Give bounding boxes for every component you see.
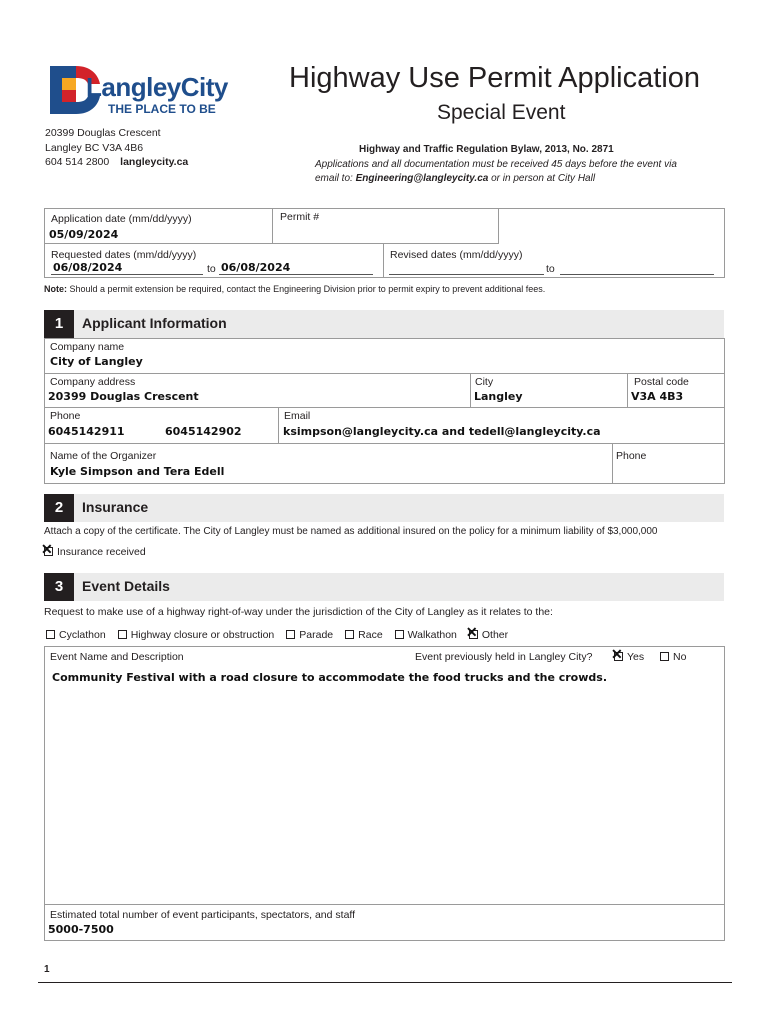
- section-3-number: 3: [44, 573, 74, 601]
- city-address-line1: 20399 Douglas Crescent: [45, 127, 161, 139]
- highway-closure-checkbox[interactable]: [118, 630, 127, 639]
- revised-dates-label: Revised dates (mm/dd/yyyy): [390, 249, 523, 261]
- company-name-field[interactable]: City of Langley: [50, 355, 143, 368]
- event-details-box: [44, 646, 725, 941]
- email-field[interactable]: ksimpson@langleycity.ca and tedell@langleycity.ca: [283, 425, 601, 438]
- event-type-highway-closure[interactable]: Highway closure or obstruction: [118, 629, 275, 641]
- event-type-walkathon[interactable]: Walkathon: [395, 629, 457, 641]
- company-address-label: Company address: [50, 376, 136, 388]
- section-1-header: [44, 310, 724, 338]
- cyclathon-checkbox[interactable]: [46, 630, 55, 639]
- race-checkbox[interactable]: [345, 630, 354, 639]
- revised-to-word: to: [546, 263, 555, 275]
- postal-code-field[interactable]: V3A 4B3: [631, 390, 684, 403]
- phone-field-2[interactable]: 6045142902: [165, 425, 242, 438]
- event-type-options: [46, 625, 520, 643]
- previously-held-no[interactable]: No: [660, 651, 686, 663]
- highway-request-text: Request to make use of a highway right-of-way under the jurisdiction of the City of Langley as it relates to the:: [44, 606, 553, 618]
- submission-instructions: Applications and all documentation must be received 45 days before the event via email to: Engineering@langleycity.ca or in person at City Hall: [315, 159, 677, 184]
- form-title: Highway Use Permit Application: [289, 62, 701, 94]
- event-name-label: Event Name and Description: [50, 651, 184, 663]
- requested-dates-label: Requested dates (mm/dd/yyyy): [51, 249, 197, 261]
- city-phone: 604 514 2800: [45, 156, 110, 168]
- event-type-cyclathon[interactable]: Cyclathon: [46, 629, 106, 641]
- organizer-label: Name of the Organizer: [50, 450, 157, 462]
- city-label: City: [475, 376, 494, 388]
- city-address-line2: Langley BC V3A 4B6: [45, 142, 144, 154]
- city-field[interactable]: Langley: [474, 390, 523, 403]
- section-3-title: Event Details: [82, 578, 170, 594]
- page-number: 1: [44, 964, 50, 975]
- requested-to-word: to: [207, 263, 216, 275]
- city-logo: [46, 62, 236, 118]
- insurance-instructions: Attach a copy of the certificate. The City of Langley must be named as additional insured on the policy for a minimum liability of $3,000,000: [44, 526, 658, 537]
- company-name-label: Company name: [50, 341, 125, 353]
- section-1-number: 1: [44, 310, 74, 338]
- previously-held-yes-checkbox[interactable]: [614, 652, 623, 661]
- section-2-header: [44, 494, 724, 522]
- extension-note: Note: Should a permit extension be required, contact the Engineering Division prior to permit expiry to prevent additional fees.: [44, 284, 546, 294]
- previously-held-yes[interactable]: ✕ Yes: [614, 651, 644, 663]
- phone-field-1[interactable]: 6045142911: [48, 425, 125, 438]
- permit-number-label: Permit #: [280, 211, 320, 223]
- previously-held-no-checkbox[interactable]: [660, 652, 669, 661]
- walkathon-checkbox[interactable]: [395, 630, 404, 639]
- event-description-field[interactable]: Community Festival with a road closure to accommodate the food trucks and the crowds.: [52, 671, 608, 684]
- participants-label: Estimated total number of event participants, spectators, and staff: [50, 909, 356, 921]
- requested-from-field[interactable]: 06/08/2024: [53, 261, 123, 274]
- parade-checkbox[interactable]: [286, 630, 295, 639]
- insurance-received-label: Insurance received: [57, 546, 146, 558]
- section-3-header: [44, 573, 724, 601]
- phone-label: Phone: [50, 410, 81, 422]
- engineering-email-link[interactable]: Engineering@langleycity.ca: [355, 173, 489, 184]
- footer-rule: [38, 982, 732, 983]
- company-address-field[interactable]: 20399 Douglas Crescent: [48, 390, 199, 403]
- applicant-box: [44, 338, 725, 484]
- previously-held-label: Event previously held in Langley City?: [415, 651, 593, 663]
- logo-wordmark: LangleyCity: [86, 72, 228, 102]
- organizer-phone-label: Phone: [616, 450, 647, 462]
- application-date-label: Application date (mm/dd/yyyy): [51, 213, 192, 225]
- insurance-received-option[interactable]: [44, 546, 146, 558]
- section-2-title: Insurance: [82, 499, 149, 515]
- requested-to-field[interactable]: 06/08/2024: [221, 261, 291, 274]
- bylaw-reference: Highway and Traffic Regulation Bylaw, 2013, No. 2871: [359, 144, 614, 155]
- other-checkbox[interactable]: [469, 630, 478, 639]
- logo-tagline: THE PLACE TO BE: [108, 102, 216, 116]
- event-type-race[interactable]: Race: [345, 629, 383, 641]
- participants-field[interactable]: 5000-7500: [48, 923, 114, 936]
- email-label: Email: [284, 410, 311, 422]
- form-subtitle: Special Event: [437, 101, 566, 124]
- section-2-number: 2: [44, 494, 74, 522]
- application-date-field[interactable]: 05/09/2024: [49, 228, 119, 241]
- event-type-parade[interactable]: Parade: [286, 629, 333, 641]
- postal-code-label: Postal code: [634, 376, 689, 388]
- city-website[interactable]: langleycity.ca: [120, 156, 189, 168]
- insurance-received-checkbox[interactable]: [44, 547, 53, 556]
- city-contact: [45, 156, 188, 168]
- organizer-field[interactable]: Kyle Simpson and Tera Edell: [50, 465, 225, 478]
- section-1-title: Applicant Information: [82, 315, 227, 331]
- event-type-other[interactable]: ✕ Other: [469, 629, 508, 641]
